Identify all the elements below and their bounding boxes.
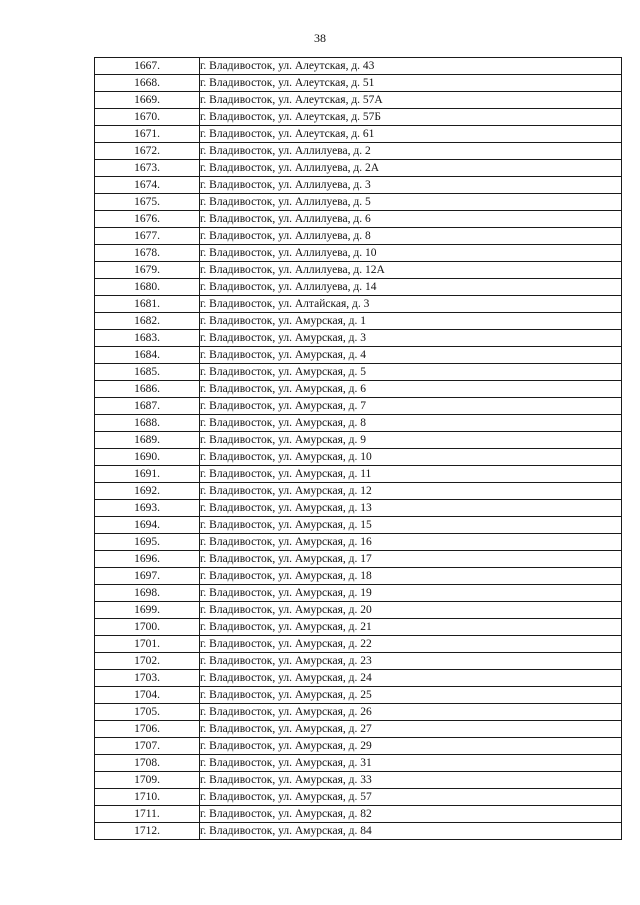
table-row (95, 721, 622, 738)
table-row (95, 75, 622, 92)
row-number: 1709. (95, 772, 200, 789)
row-address: г. Владивосток, ул. Амурская, д. 6 (200, 381, 622, 398)
row-number: 1682. (95, 313, 200, 330)
row-number: 1702. (95, 653, 200, 670)
row-number: 1687. (95, 398, 200, 415)
row-address: г. Владивосток, ул. Аллилуева, д. 10 (200, 245, 622, 262)
row-number: 1699. (95, 602, 200, 619)
table-row (95, 585, 622, 602)
row-number: 1697. (95, 568, 200, 585)
row-address: г. Владивосток, ул. Алеутская, д. 43 (200, 58, 622, 75)
row-address: г. Владивосток, ул. Амурская, д. 27 (200, 721, 622, 738)
row-address: г. Владивосток, ул. Амурская, д. 31 (200, 755, 622, 772)
table-row (95, 806, 622, 823)
table-row (95, 279, 622, 296)
table-row (95, 92, 622, 109)
row-address: г. Владивосток, ул. Алеутская, д. 57Б (200, 109, 622, 126)
table-row (95, 704, 622, 721)
row-number: 1698. (95, 585, 200, 602)
row-address: г. Владивосток, ул. Амурская, д. 18 (200, 568, 622, 585)
row-number: 1695. (95, 534, 200, 551)
row-number: 1679. (95, 262, 200, 279)
row-address: г. Владивосток, ул. Аллилуева, д. 3 (200, 177, 622, 194)
row-address: г. Владивосток, ул. Амурская, д. 7 (200, 398, 622, 415)
row-number: 1677. (95, 228, 200, 245)
row-address: г. Владивосток, ул. Амурская, д. 29 (200, 738, 622, 755)
table-row (95, 398, 622, 415)
row-number: 1676. (95, 211, 200, 228)
table-row (95, 160, 622, 177)
row-address: г. Владивосток, ул. Амурская, д. 24 (200, 670, 622, 687)
row-number: 1703. (95, 670, 200, 687)
row-address: г. Владивосток, ул. Аллилуева, д. 8 (200, 228, 622, 245)
address-table (94, 57, 622, 840)
row-number: 1675. (95, 194, 200, 211)
row-address: г. Владивосток, ул. Амурская, д. 13 (200, 500, 622, 517)
row-address: г. Владивосток, ул. Амурская, д. 17 (200, 551, 622, 568)
row-address: г. Владивосток, ул. Амурская, д. 11 (200, 466, 622, 483)
table-row (95, 636, 622, 653)
table-row (95, 653, 622, 670)
table-row (95, 143, 622, 160)
table-row (95, 126, 622, 143)
row-number: 1694. (95, 517, 200, 534)
row-address: г. Владивосток, ул. Амурская, д. 16 (200, 534, 622, 551)
page-number: 38 (314, 31, 326, 45)
row-address: г. Владивосток, ул. Амурская, д. 23 (200, 653, 622, 670)
table-row (95, 823, 622, 840)
row-address: г. Владивосток, ул. Амурская, д. 19 (200, 585, 622, 602)
row-number: 1683. (95, 330, 200, 347)
row-address: г. Владивосток, ул. Алтайская, д. 3 (200, 296, 622, 313)
row-address: г. Владивосток, ул. Амурская, д. 1 (200, 313, 622, 330)
row-number: 1692. (95, 483, 200, 500)
row-number: 1693. (95, 500, 200, 517)
row-number: 1684. (95, 347, 200, 364)
row-number: 1691. (95, 466, 200, 483)
row-address: г. Владивосток, ул. Амурская, д. 15 (200, 517, 622, 534)
table-row (95, 738, 622, 755)
table-row (95, 109, 622, 126)
row-number: 1706. (95, 721, 200, 738)
row-address: г. Владивосток, ул. Алеутская, д. 61 (200, 126, 622, 143)
row-number: 1673. (95, 160, 200, 177)
row-address: г. Владивосток, ул. Аллилуева, д. 2А (200, 160, 622, 177)
row-number: 1667. (95, 58, 200, 75)
row-address: г. Владивосток, ул. Амурская, д. 82 (200, 806, 622, 823)
row-number: 1700. (95, 619, 200, 636)
row-number: 1671. (95, 126, 200, 143)
row-number: 1712. (95, 823, 200, 840)
table-row (95, 211, 622, 228)
row-address: г. Владивосток, ул. Амурская, д. 21 (200, 619, 622, 636)
row-number: 1668. (95, 75, 200, 92)
table-row (95, 602, 622, 619)
table-row (95, 534, 622, 551)
row-address: г. Владивосток, ул. Амурская, д. 20 (200, 602, 622, 619)
row-address: г. Владивосток, ул. Амурская, д. 12 (200, 483, 622, 500)
table-row (95, 772, 622, 789)
row-number: 1680. (95, 279, 200, 296)
table-row (95, 296, 622, 313)
table-row (95, 755, 622, 772)
table-row (95, 500, 622, 517)
table-row (95, 177, 622, 194)
row-number: 1678. (95, 245, 200, 262)
table-row (95, 194, 622, 211)
row-number: 1672. (95, 143, 200, 160)
row-address: г. Владивосток, ул. Амурская, д. 8 (200, 415, 622, 432)
row-number: 1708. (95, 755, 200, 772)
row-address: г. Владивосток, ул. Амурская, д. 33 (200, 772, 622, 789)
table-row (95, 432, 622, 449)
row-number: 1674. (95, 177, 200, 194)
row-address: г. Владивосток, ул. Амурская, д. 22 (200, 636, 622, 653)
row-address: г. Владивосток, ул. Амурская, д. 26 (200, 704, 622, 721)
table-row (95, 466, 622, 483)
table-row (95, 330, 622, 347)
row-address: г. Владивосток, ул. Аллилуева, д. 14 (200, 279, 622, 296)
row-number: 1689. (95, 432, 200, 449)
row-address: г. Владивосток, ул. Амурская, д. 5 (200, 364, 622, 381)
row-address: г. Владивосток, ул. Аллилуева, д. 6 (200, 211, 622, 228)
row-number: 1704. (95, 687, 200, 704)
row-address: г. Владивосток, ул. Амурская, д. 57 (200, 789, 622, 806)
table-row (95, 415, 622, 432)
row-number: 1685. (95, 364, 200, 381)
row-number: 1688. (95, 415, 200, 432)
row-address: г. Владивосток, ул. Аллилуева, д. 5 (200, 194, 622, 211)
table-row (95, 347, 622, 364)
table-row (95, 568, 622, 585)
row-number: 1669. (95, 92, 200, 109)
table-row (95, 483, 622, 500)
row-address: г. Владивосток, ул. Алеутская, д. 57А (200, 92, 622, 109)
row-address: г. Владивосток, ул. Амурская, д. 25 (200, 687, 622, 704)
table-row (95, 619, 622, 636)
row-number: 1711. (95, 806, 200, 823)
table-row (95, 313, 622, 330)
row-number: 1707. (95, 738, 200, 755)
row-address: г. Владивосток, ул. Амурская, д. 84 (200, 823, 622, 840)
row-address: г. Владивосток, ул. Амурская, д. 3 (200, 330, 622, 347)
table-row (95, 228, 622, 245)
table-row (95, 58, 622, 75)
row-address: г. Владивосток, ул. Алеутская, д. 51 (200, 75, 622, 92)
table-row (95, 245, 622, 262)
row-number: 1686. (95, 381, 200, 398)
address-table-body (95, 58, 622, 840)
row-number: 1701. (95, 636, 200, 653)
table-row (95, 687, 622, 704)
table-row (95, 551, 622, 568)
row-address: г. Владивосток, ул. Аллилуева, д. 12А (200, 262, 622, 279)
row-address: г. Владивосток, ул. Аллилуева, д. 2 (200, 143, 622, 160)
row-number: 1690. (95, 449, 200, 466)
row-number: 1705. (95, 704, 200, 721)
table-row (95, 262, 622, 279)
table-row (95, 670, 622, 687)
row-number: 1696. (95, 551, 200, 568)
table-row (95, 381, 622, 398)
table-row (95, 449, 622, 466)
row-number: 1681. (95, 296, 200, 313)
row-number: 1710. (95, 789, 200, 806)
table-row (95, 364, 622, 381)
table-row (95, 517, 622, 534)
row-address: г. Владивосток, ул. Амурская, д. 9 (200, 432, 622, 449)
row-address: г. Владивосток, ул. Амурская, д. 4 (200, 347, 622, 364)
table-row (95, 789, 622, 806)
row-address: г. Владивосток, ул. Амурская, д. 10 (200, 449, 622, 466)
row-number: 1670. (95, 109, 200, 126)
